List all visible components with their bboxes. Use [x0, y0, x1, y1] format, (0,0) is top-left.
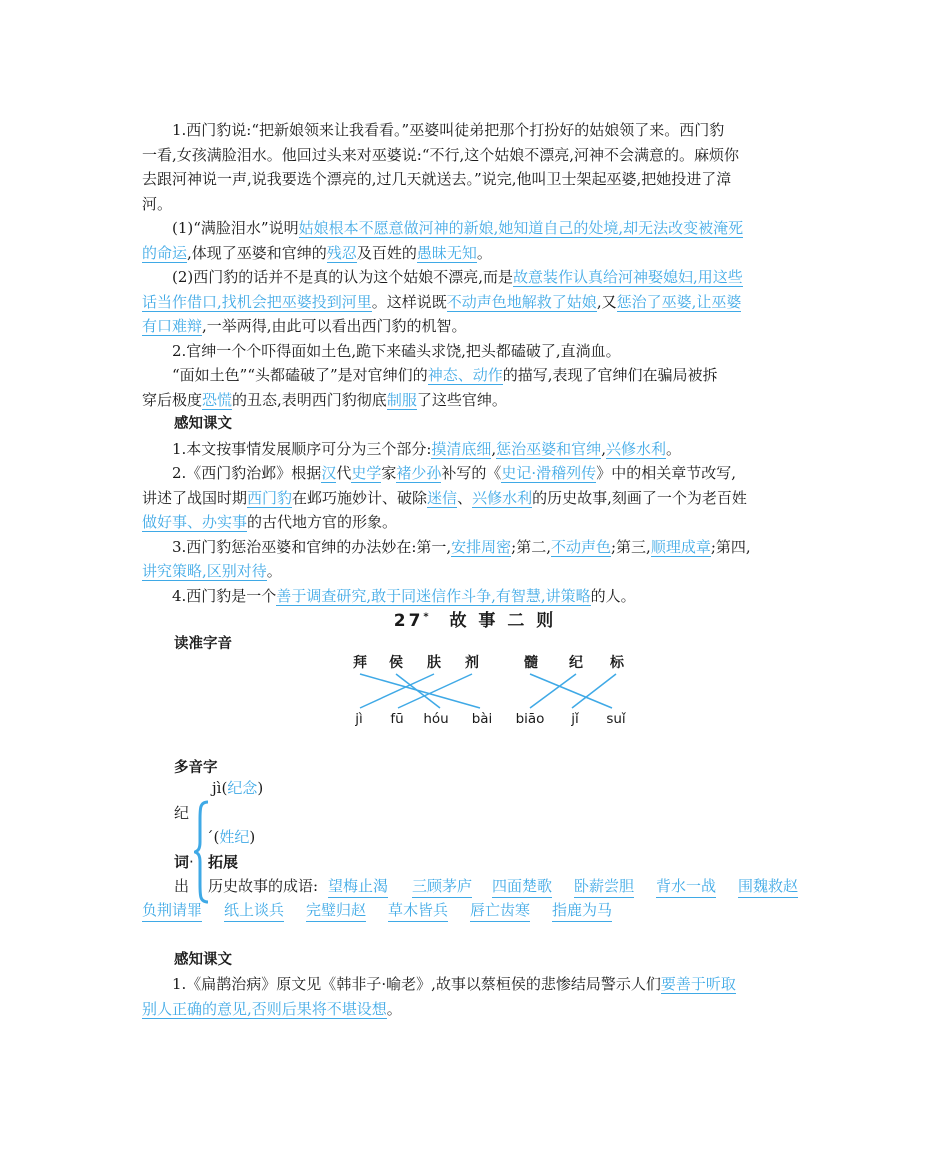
section-heading-ganzhi: 感知课文 — [174, 416, 232, 432]
polyphone-char: 纪 — [174, 804, 190, 822]
answer-q2-line2: 穿后极度恐慌的丑态,表明西门豹彻底制服了这些官绅。 — [142, 390, 507, 409]
section-heading-ganzhi-2: 感知课文 — [174, 952, 232, 968]
ganzhi-item-2-line2: 讲述了战国时期西门豹在邺巧施妙计、破除迷信、兴修水利的历史故事,刻画了一个为老百姓 — [142, 488, 747, 507]
answer-blank: 史学 — [351, 464, 382, 482]
ganzhi-item-2-line1: 2.《西门豹治邺》根据汉代史学家褚少孙补写的《史记·滑稽列传》中的相关章节改写, — [172, 464, 736, 482]
answer-blank: 迷信 — [427, 488, 458, 507]
answer-blank: 做好事、办实事 — [142, 513, 248, 531]
answer-blank: 史记·滑稽列传 — [501, 464, 597, 482]
pinyin-item: biāo — [515, 711, 545, 727]
idiom-item: 三顾茅庐 — [412, 875, 472, 898]
answer-blank: 兴修水利 — [472, 488, 533, 507]
answer-blank: 褚少孙 — [396, 464, 442, 482]
pinyin-item: jǐ — [571, 711, 579, 727]
answer-blank: 有口难辩 — [142, 317, 203, 335]
answer-q2-line1: “面如土色”“头都磕破了”是对官绅们的神态、动作的描写,表现了官绅们在骗局被拆 — [172, 366, 718, 384]
answer-blank: 恐慌 — [202, 390, 233, 409]
passage-q1-line3: 去跟河神说一声,说我要选个漂亮的,过几天就送去。”说完,他叫卫士架起巫婆,把她投进了漳 — [142, 170, 732, 188]
pinyin-item: suǐ — [606, 711, 626, 727]
answer-blank: 话当作借口,找机会把巫婆投到河里 — [142, 292, 372, 311]
answer-blank: 讲究策略,区别对待 — [142, 562, 267, 580]
answer-blank: 惩治了巫婆,让巫婆 — [616, 292, 742, 311]
pinyin-item: bài — [471, 711, 493, 727]
answer-blank: 的命运 — [142, 243, 188, 262]
passage-q2: 2.官绅一个个吓得面如土色,跪下来磕头求饶,把头都磕破了,直淌血。 — [172, 341, 621, 360]
idiom-item: 望梅止渴 — [328, 875, 388, 898]
answer-blank: 要善于听取 — [660, 975, 736, 993]
ganzhi-item-4: 4.西门豹是一个善于调查研究,敢于同迷信作斗争,有智慧,讲策略的人。 — [172, 586, 636, 605]
polyphone-reading-1: jì(纪念) — [212, 779, 264, 797]
answer-2-line2: 话当作借口,找机会把巫婆投到河里。这样说既不动声色地解救了姑娘,又惩治了巫婆,让巫婆 — [142, 292, 742, 311]
matching-lines — [340, 672, 640, 712]
passage-q1-line2: 一看,女孩满脸泪水。他回过头来对巫婆说:“不行,这个姑娘不漂亮,河神不会满意的。麻烦你 — [142, 145, 740, 164]
lesson-title: 27* 故 事 二 则 — [393, 611, 557, 631]
idiom-item: 唇亡齿寒 — [470, 899, 530, 922]
answer-blank: 姑娘根本不愿意做河神的新娘,她知道自己的处境,却无法改变被淹死 — [298, 219, 744, 237]
answer-1-line2: 的命运,体现了巫婆和官绅的残忍及百姓的愚昧无知。 — [142, 243, 492, 262]
answer-blank: 善于调查研究,敢于同迷信作斗争,有智慧,讲策略 — [276, 586, 591, 605]
ciyu-label-a: 词· — [174, 853, 194, 871]
char-item: 拜 — [353, 655, 367, 671]
answer-blank: 别人正确的意见,否则后果将不堪设想 — [142, 999, 387, 1018]
passage-q1-line4: 河。 — [142, 194, 173, 213]
idiom-prefix: 历史故事的成语: — [208, 877, 319, 895]
char-item: 剂 — [465, 655, 479, 671]
answer-blank: 汉 — [321, 464, 337, 482]
answer-blank: 惩治巫婆和官绅 — [496, 439, 602, 458]
ganzhi-item-3-line1: 3.西门豹惩治巫婆和官绅的办法妙在:第一,安排周密;第二,不动声色;第三,顺理成章;第四, — [172, 537, 751, 556]
answer-blank: 残忍 — [326, 243, 357, 262]
idiom-item: 指鹿为马 — [552, 899, 612, 922]
pinyin-item: fū — [390, 711, 404, 727]
polyphone-reading-2: ˊ(姓纪) — [206, 828, 256, 846]
answer-blank: 顺理成章 — [650, 537, 711, 556]
ganzhi-item-3-line2: 讲究策略,区别对待。 — [142, 562, 282, 580]
ganzhi2-item-1-line1: 1.《扁鹊治病》原文见《韩非子·喻老》,故事以蔡桓侯的悲惨结局警示人们要善于听取 — [172, 975, 736, 993]
idiom-item: 草木皆兵 — [388, 899, 448, 922]
match-line — [360, 674, 434, 708]
answer-2-line1: (2)西门豹的话并不是真的认为这个姑娘不漂亮,而是故意装作认真给河神娶媳妇,用这些 — [172, 268, 743, 286]
idiom-item: 背水一战 — [656, 875, 716, 898]
idiom-item: 卧薪尝胆 — [574, 875, 634, 898]
answer-1-line1: (1)“满脸泪水”说明姑娘根本不愿意做河神的新娘,她知道自己的处境,却无法改变被淹死 — [172, 219, 744, 237]
ciyu-label-b: 出 — [174, 877, 190, 895]
answer-2-line3: 有口难辩,一举两得,由此可以看出西门豹的机智。 — [142, 317, 467, 335]
idiom-item: 四面楚歌 — [492, 875, 552, 898]
match-line — [530, 674, 612, 708]
idiom-item: 完璧归赵 — [306, 899, 366, 922]
pinyin-item: hóu — [423, 711, 449, 727]
match-line — [572, 674, 616, 708]
answer-blank: 制服 — [386, 390, 417, 409]
answer-blank: 安排周密 — [451, 537, 512, 556]
char-item: 纪 — [569, 655, 583, 671]
answer-blank: 不动声色 — [550, 537, 611, 556]
idiom-item: 围魏救赵 — [738, 875, 798, 898]
char-item: 标 — [610, 655, 624, 671]
ganzhi-item-2-line3: 做好事、办实事的古代地方官的形象。 — [142, 513, 398, 531]
answer-blank: 兴修水利 — [605, 439, 666, 458]
answer-word: 姓纪 — [219, 828, 250, 846]
section-heading-duzhun: 读准字音 — [174, 636, 232, 652]
char-item: 侯 — [389, 655, 403, 671]
answer-blank: 愚昧无知 — [416, 243, 477, 262]
pinyin-item: jì — [355, 711, 363, 727]
answer-blank: 摸清底细 — [431, 439, 492, 458]
answer-blank: 不动声色地解救了姑娘 — [446, 292, 597, 311]
ganzhi-item-1: 1.本文按事情发展顺序可分为三个部分:摸清底细,惩治巫婆和官绅,兴修水利。 — [172, 439, 681, 458]
answer-word: 纪念 — [227, 779, 258, 797]
char-item: 肤 — [427, 655, 441, 671]
section-heading-duoyin: 多音字 — [174, 760, 218, 776]
ganzhi2-item-1-line2: 别人正确的意见,否则后果将不堪设想。 — [142, 999, 402, 1018]
char-item: 髓 — [524, 655, 538, 671]
passage-q1-line1: 1.西门豹说:“把新娘领来让我看看。”巫婆叫徒弟把那个打扮好的姑娘领了来。西门豹 — [172, 121, 725, 139]
idiom-item: 纸上谈兵 — [224, 899, 284, 922]
answer-blank: 故意装作认真给河神娶媳妇,用这些 — [513, 268, 743, 286]
answer-blank: 西门豹 — [247, 488, 293, 507]
idiom-item: 负荆请罪 — [142, 899, 202, 922]
section-heading-tuozhan: 拓展 — [208, 853, 239, 871]
answer-blank: 神态、动作 — [427, 366, 503, 384]
